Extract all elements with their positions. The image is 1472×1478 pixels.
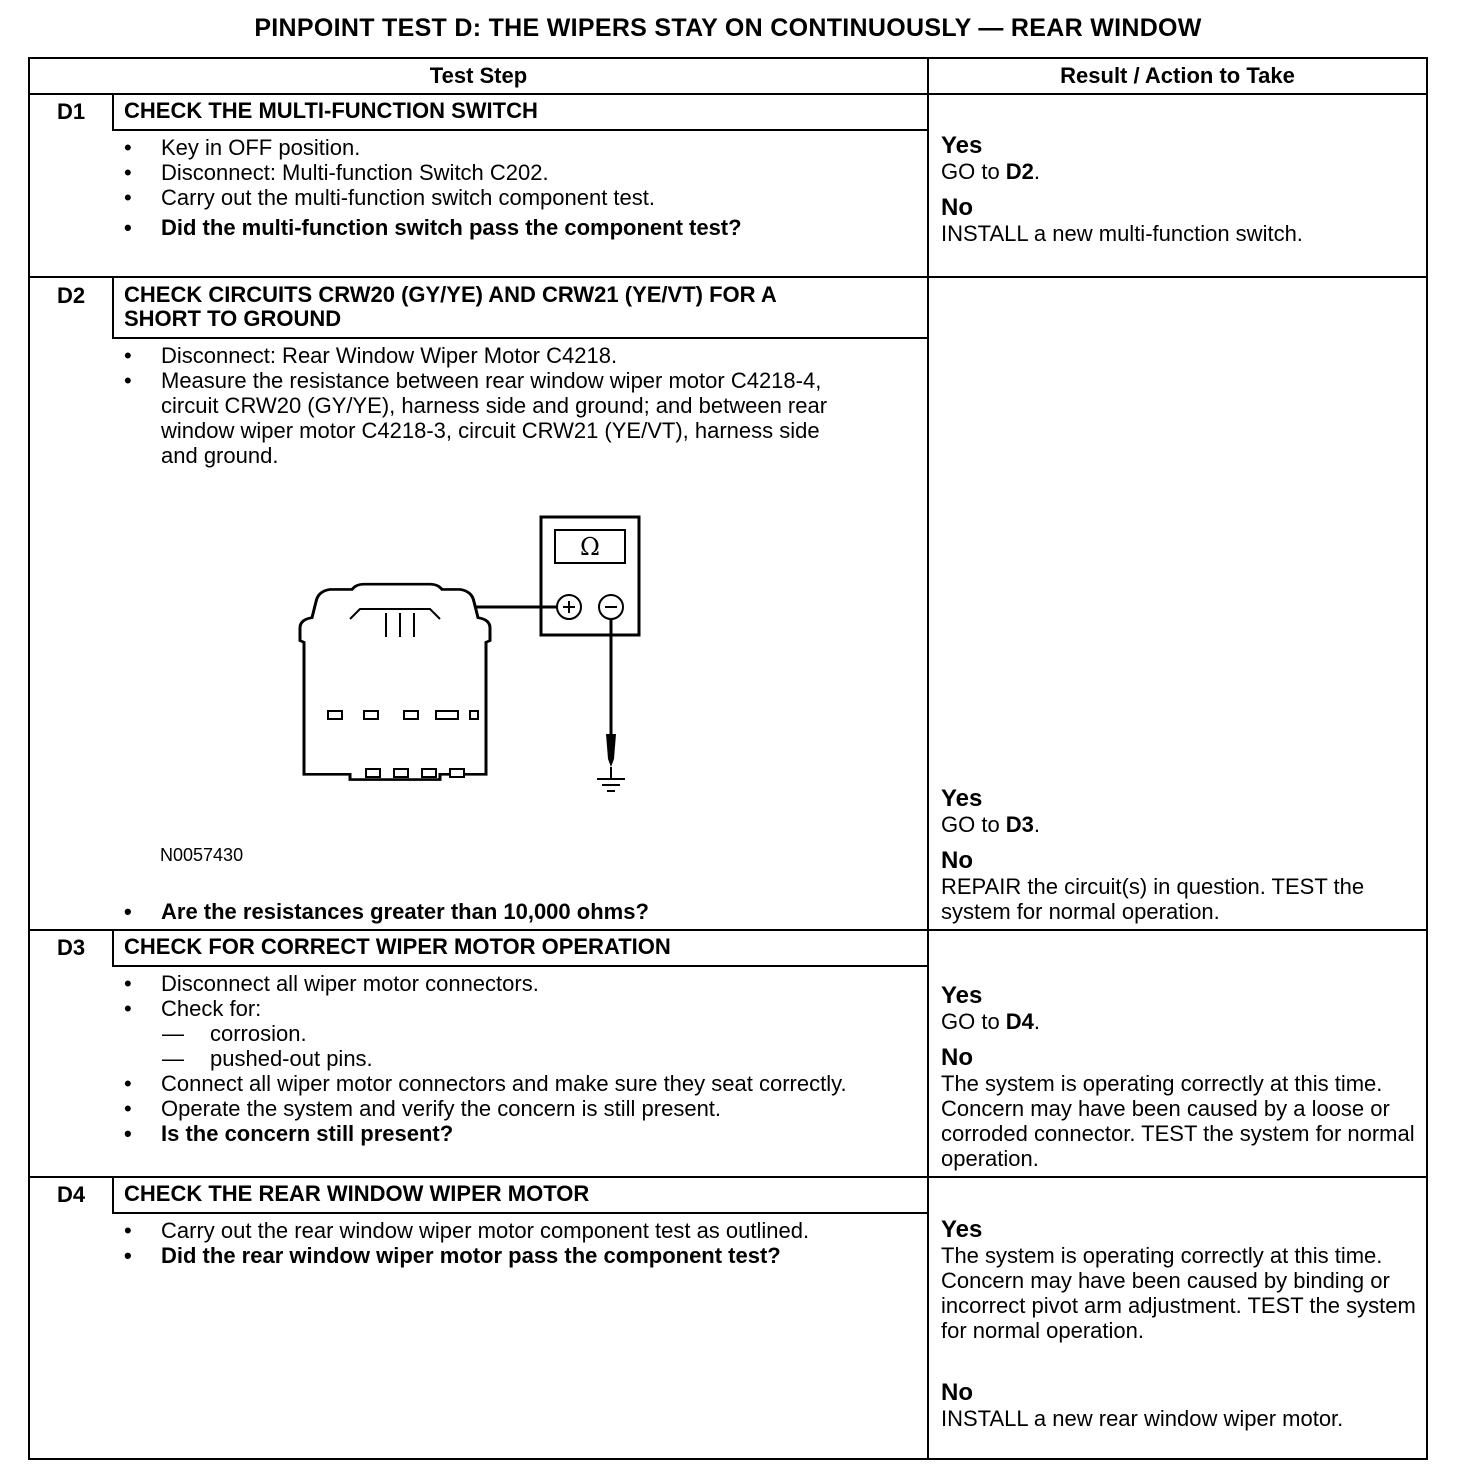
result-yes-label: Yes xyxy=(941,982,983,1009)
step-title-d3: CHECK FOR CORRECT WIPER MOTOR OPERATION xyxy=(124,934,671,959)
result-yes-text: GO to D3. xyxy=(941,812,1041,837)
column-divider xyxy=(927,59,929,1458)
list-subitem: — pushed-out pins. xyxy=(162,1046,373,1071)
step-bullets-d2 xyxy=(124,343,914,468)
step-id-d4: D4 xyxy=(56,1182,86,1207)
result-no-label: No xyxy=(941,1379,973,1406)
result-yes-text: The system is operating correctly at this time. Concern may have been caused by binding or incorrect pivot arm adjustment. TEST the system for normal operation. xyxy=(941,1243,1416,1343)
step-question-d2 xyxy=(124,899,914,924)
list-item: • Check for: xyxy=(124,996,262,1021)
d2-title-rule xyxy=(112,337,927,339)
result-yes-label: Yes xyxy=(941,785,983,812)
page-title: PINPOINT TEST D: THE WIPERS STAY ON CONTINUOUSLY — REAR WINDOW xyxy=(254,14,1202,42)
result-no-text: INSTALL a new multi-function switch. xyxy=(941,221,1303,246)
id-divider-d2 xyxy=(112,277,114,338)
step-id-d2: D2 xyxy=(56,283,86,308)
pinpoint-test-table xyxy=(28,57,1428,1460)
step-id-d1: D1 xyxy=(56,99,86,124)
header-test-step: Test Step xyxy=(429,63,528,88)
d3-row-rule xyxy=(30,1176,1426,1178)
result-no-text: INSTALL a new rear window wiper motor. xyxy=(941,1406,1344,1431)
ohm-symbol: Ω xyxy=(580,533,600,561)
result-d2 xyxy=(941,785,1421,924)
list-item-question: • Is the concern still present? xyxy=(124,1121,454,1146)
list-item: • Disconnect: Multi-function Switch C202. xyxy=(124,160,549,185)
ohmmeter-connector-diagram xyxy=(290,509,670,829)
header-rule xyxy=(30,93,1426,95)
list-item: • Carry out the multi-function switch component test. xyxy=(124,185,655,210)
d2-row-rule xyxy=(30,929,1426,931)
id-divider-d3 xyxy=(112,930,114,966)
list-item: • Disconnect: Rear Window Wiper Motor C4218. xyxy=(124,343,618,368)
probe-tip-icon xyxy=(606,734,616,767)
result-no-label: No xyxy=(941,847,973,874)
d1-title-rule xyxy=(112,129,927,131)
result-no-text: REPAIR the circuit(s) in question. TEST the system for normal operation. xyxy=(941,874,1365,924)
step-title-d4: CHECK THE REAR WINDOW WIPER MOTOR xyxy=(124,1181,590,1206)
d1-row-rule xyxy=(30,276,1426,278)
step-title-d2: CHECK CIRCUITS CRW20 (GY/YE) AND CRW21 (YE/VT) FOR A SHORT TO GROUND xyxy=(124,282,777,331)
result-no-label: No xyxy=(941,1044,973,1071)
list-item: • Connect all wiper motor connectors and make sure they seat correctly. xyxy=(124,1071,847,1096)
list-item: • Disconnect all wiper motor connectors. xyxy=(124,971,539,996)
connector-c4218-icon xyxy=(300,584,490,779)
result-d3 xyxy=(941,982,1421,1171)
step-bullets-d4 xyxy=(124,1218,914,1268)
list-item-question: • Did the multi-function switch pass the component test? xyxy=(124,215,742,240)
result-d1 xyxy=(941,132,1421,246)
list-item: • Measure the resistance between rear window wiper motor C4218-4, circuit CRW20 (GY/YE), harness side and ground; and between rear window wiper motor C4218-3, circuit CRW21 (YE/VT), harness side and ground. xyxy=(124,368,828,468)
header-result: Result / Action to Take xyxy=(1060,63,1295,88)
list-item-question: • Did the rear window wiper motor pass the component test? xyxy=(124,1243,781,1268)
list-item: • Operate the system and verify the concern is still present. xyxy=(124,1096,722,1121)
list-subitem: — corrosion. xyxy=(162,1021,307,1046)
list-item-question: • Are the resistances greater than 10,000 ohms? xyxy=(124,899,649,924)
result-no-text: The system is operating correctly at this time. Concern may have been caused by a loose or corroded connector. TEST the system for normal operation. xyxy=(941,1071,1415,1171)
list-item: • Key in OFF position. xyxy=(124,135,361,160)
step-bullets-d3 xyxy=(124,971,914,1146)
result-d4 xyxy=(941,1216,1421,1431)
list-item: • Carry out the rear window wiper motor component test as outlined. xyxy=(124,1218,810,1243)
id-divider-d4 xyxy=(112,1177,114,1213)
result-no-label: No xyxy=(941,194,973,221)
step-id-d3: D3 xyxy=(56,935,86,960)
id-divider-d1 xyxy=(112,94,114,130)
result-yes-text: GO to D4. xyxy=(941,1009,1041,1034)
d3-title-rule xyxy=(112,965,927,967)
step-title-d1: CHECK THE MULTI-FUNCTION SWITCH xyxy=(124,98,538,123)
step-bullets-d1 xyxy=(124,135,914,240)
figure-id: N0057430 xyxy=(160,845,244,865)
result-yes-text: GO to D2. xyxy=(941,159,1041,184)
result-yes-label: Yes xyxy=(941,1216,983,1243)
result-yes-label: Yes xyxy=(941,132,983,159)
d4-title-rule xyxy=(112,1212,927,1214)
